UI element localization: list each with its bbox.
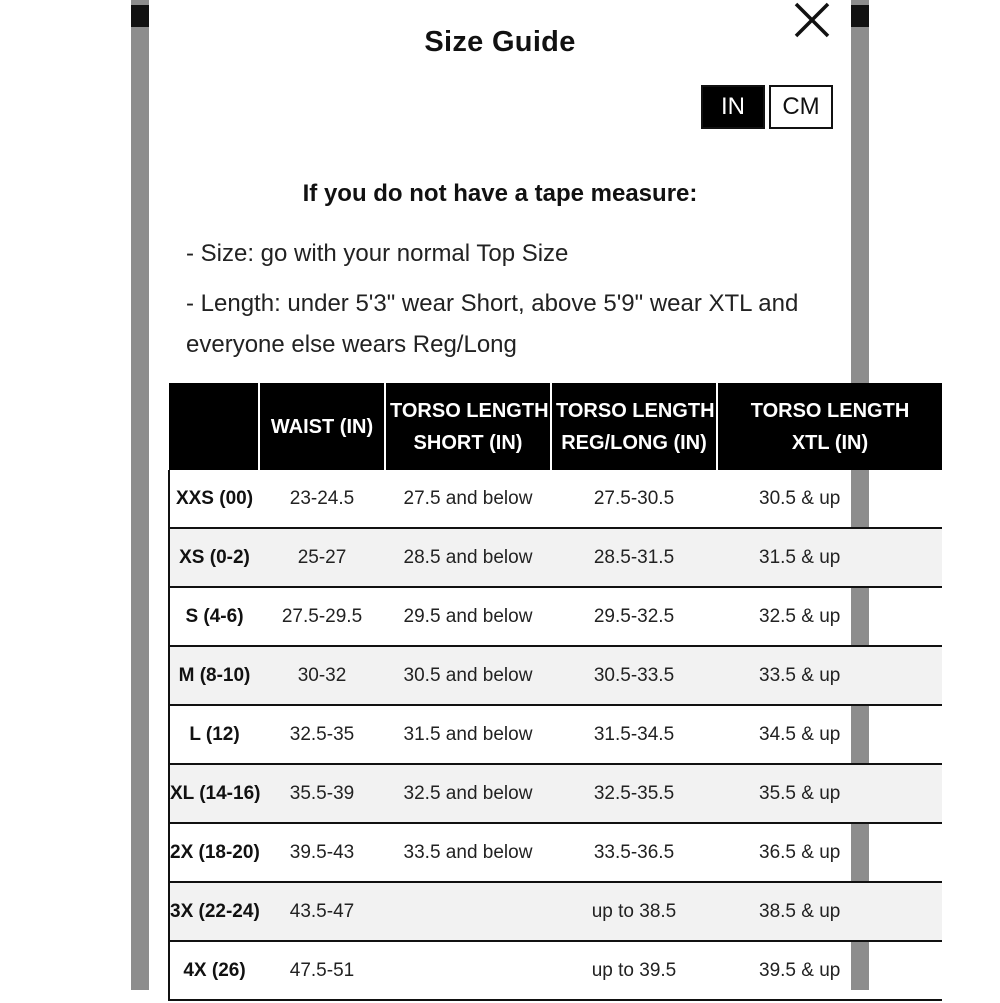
torso-short-cell: 31.5 and below bbox=[385, 705, 551, 764]
waist-cell: 30-32 bbox=[259, 646, 385, 705]
waist-cell: 32.5-35 bbox=[259, 705, 385, 764]
table-row bbox=[169, 470, 942, 528]
torso-reg-long-cell: 32.5-35.5 bbox=[551, 764, 717, 823]
header-torso-short: TORSO LENGTH SHORT (IN) bbox=[385, 383, 551, 470]
torso-reg-long-cell: 30.5-33.5 bbox=[551, 646, 717, 705]
size-guide-modal bbox=[149, 0, 910, 990]
torso-short-cell: 28.5 and below bbox=[385, 528, 551, 587]
size-tip: - Size: go with your normal Top Size bbox=[186, 240, 569, 267]
torso-xtl-cell: 38.5 & up bbox=[717, 882, 942, 941]
table-row bbox=[169, 882, 942, 941]
table-row bbox=[169, 764, 942, 823]
modal-title: Size Guide bbox=[424, 26, 576, 58]
torso-xtl-cell: 34.5 & up bbox=[717, 705, 942, 764]
size-cell: 3X (22-24) bbox=[169, 882, 259, 941]
tape-measure-heading: If you do not have a tape measure: bbox=[302, 180, 698, 207]
size-cell: XS (0-2) bbox=[169, 528, 259, 587]
table-row bbox=[169, 823, 942, 882]
waist-cell: 39.5-43 bbox=[259, 823, 385, 882]
waist-cell: 35.5-39 bbox=[259, 764, 385, 823]
torso-short-cell: 29.5 and below bbox=[385, 587, 551, 646]
waist-cell: 43.5-47 bbox=[259, 882, 385, 941]
torso-short-cell bbox=[385, 941, 551, 1000]
unit-toggle bbox=[701, 85, 833, 129]
corner-marker-left bbox=[131, 5, 149, 27]
torso-xtl-cell: 31.5 & up bbox=[717, 528, 942, 587]
size-cell: XL (14-16) bbox=[169, 764, 259, 823]
unit-cm-button[interactable]: CM bbox=[769, 85, 833, 129]
table-row bbox=[169, 705, 942, 764]
size-cell: S (4-6) bbox=[169, 587, 259, 646]
header-waist: WAIST (IN) bbox=[259, 383, 385, 470]
waist-cell: 25-27 bbox=[259, 528, 385, 587]
torso-xtl-cell: 36.5 & up bbox=[717, 823, 942, 882]
torso-xtl-cell: 32.5 & up bbox=[717, 587, 942, 646]
unit-in-button[interactable]: IN bbox=[701, 85, 765, 129]
torso-xtl-cell: 39.5 & up bbox=[717, 941, 942, 1000]
waist-cell: 23-24.5 bbox=[259, 470, 385, 528]
torso-short-cell: 32.5 and below bbox=[385, 764, 551, 823]
size-cell: L (12) bbox=[169, 705, 259, 764]
torso-short-cell bbox=[385, 882, 551, 941]
torso-reg-long-cell: 33.5-36.5 bbox=[551, 823, 717, 882]
header-torso-reg-long: TORSO LENGTH REG/LONG (IN) bbox=[551, 383, 717, 470]
corner-marker-right bbox=[851, 5, 869, 27]
size-table-container[interactable] bbox=[168, 383, 910, 1003]
table-row bbox=[169, 941, 942, 1000]
torso-xtl-cell: 33.5 & up bbox=[717, 646, 942, 705]
table-body bbox=[169, 470, 942, 1000]
size-cell: M (8-10) bbox=[169, 646, 259, 705]
header-torso-xtl: TORSO LENGTH XTL (IN) bbox=[717, 383, 942, 470]
torso-short-cell: 33.5 and below bbox=[385, 823, 551, 882]
size-cell: XXS (00) bbox=[169, 470, 259, 528]
torso-reg-long-cell: 27.5-30.5 bbox=[551, 470, 717, 528]
table-header-row bbox=[169, 383, 942, 470]
table-row bbox=[169, 528, 942, 587]
waist-cell: 27.5-29.5 bbox=[259, 587, 385, 646]
size-table bbox=[168, 383, 942, 1001]
header-size bbox=[169, 383, 259, 470]
waist-cell: 47.5-51 bbox=[259, 941, 385, 1000]
length-tip: - Length: under 5'3" wear Short, above 5'9" wear XTL and everyone else wears Reg/Long bbox=[186, 290, 799, 358]
torso-xtl-cell: 35.5 & up bbox=[717, 764, 942, 823]
torso-xtl-cell: 30.5 & up bbox=[717, 470, 942, 528]
torso-short-cell: 27.5 and below bbox=[385, 470, 551, 528]
table-row bbox=[169, 646, 942, 705]
size-cell: 2X (18-20) bbox=[169, 823, 259, 882]
table-row bbox=[169, 587, 942, 646]
size-cell: 4X (26) bbox=[169, 941, 259, 1000]
torso-reg-long-cell: 28.5-31.5 bbox=[551, 528, 717, 587]
torso-reg-long-cell: up to 39.5 bbox=[551, 941, 717, 1000]
torso-reg-long-cell: 31.5-34.5 bbox=[551, 705, 717, 764]
torso-reg-long-cell: up to 38.5 bbox=[551, 882, 717, 941]
torso-reg-long-cell: 29.5-32.5 bbox=[551, 587, 717, 646]
torso-short-cell: 30.5 and below bbox=[385, 646, 551, 705]
